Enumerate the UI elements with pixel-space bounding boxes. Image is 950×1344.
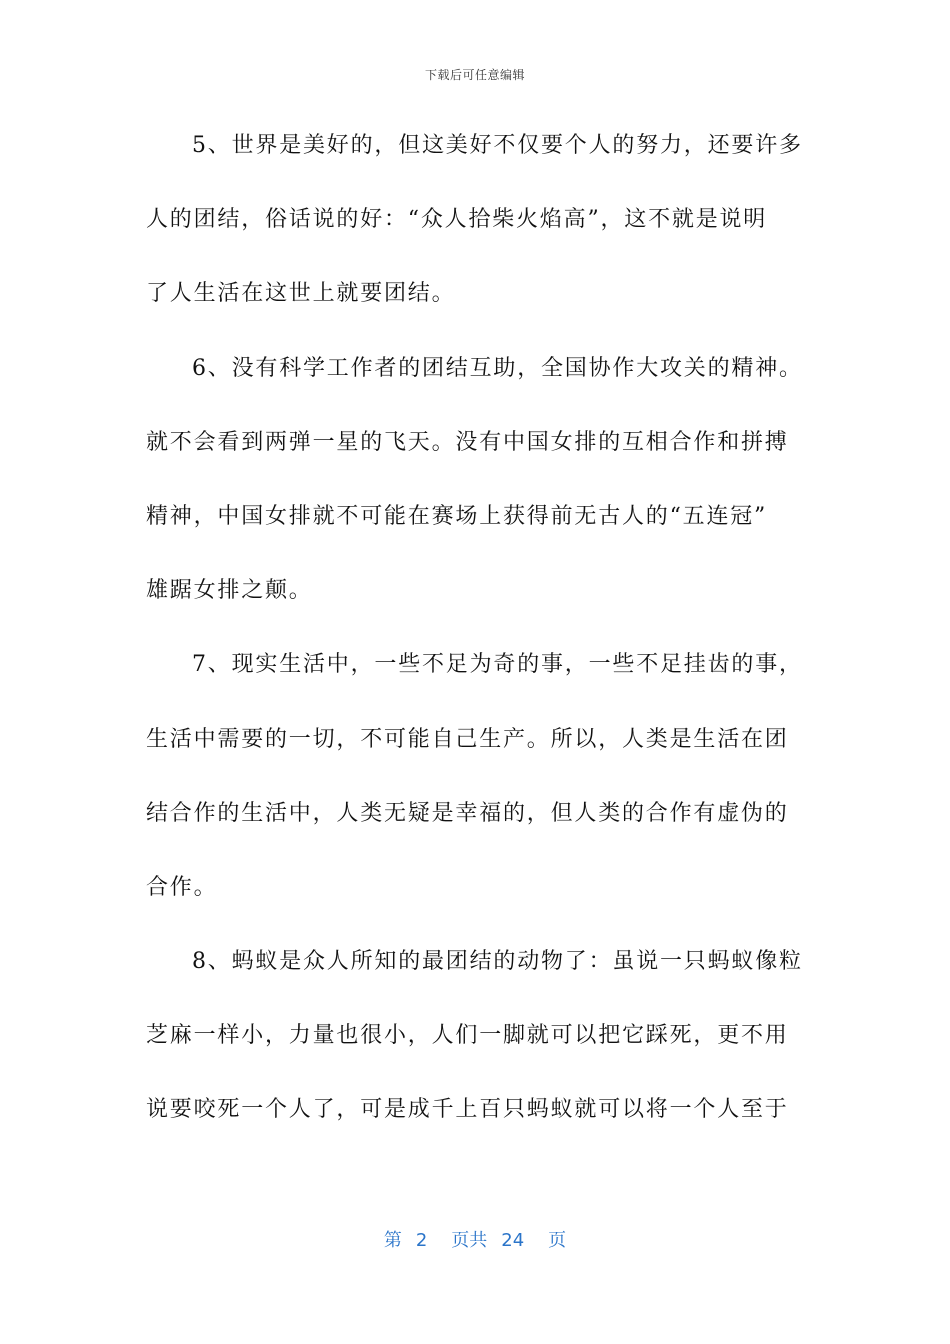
text-line: 5、世界是美好的，但这美好不仅要个人的努力，还要许多 (192, 133, 803, 158)
text-line: 说要咬死一个人了，可是成千上百只蚂蚁就可以将一个人至于 (146, 1097, 789, 1123)
text-line: 精神，中国女排就不可能在赛场上获得前无古人的“五连冠” (146, 503, 768, 529)
text-line: 芝麻一样小，力量也很小，人们一脚就可以把它踩死，更不用 (146, 1023, 789, 1049)
text-line: 6、没有科学工作者的团结互助，全国协作大攻关的精神。 (192, 355, 803, 381)
text-line: 8、蚂蚁是众人所知的最团结的动物了：虽说一只蚂蚁像粒 (192, 949, 803, 975)
text-line: 人的团结，俗话说的好：“众人拾柴火焰高”，这不就是说明 (146, 207, 768, 233)
text-line: 合作。 (146, 874, 218, 900)
footer-mid: 页共 (451, 1230, 488, 1251)
page-footer (0, 1226, 950, 1252)
text-line: 就不会看到两弹一星的飞天。没有中国女排的互相合作和拼搏 (146, 429, 789, 455)
text-line: 了人生活在这世上就要团结。 (146, 281, 456, 307)
footer-prefix: 第 (383, 1230, 402, 1251)
text-line: 生活中需要的一切，不可能自己生产。所以，人类是生活在团 (146, 726, 789, 752)
text-line: 雄踞女排之颠。 (146, 578, 313, 604)
footer-total-pages: 24 (501, 1230, 525, 1251)
text-line: 结合作的生活中，人类无疑是幸福的，但人类的合作有虚伪的 (146, 800, 789, 826)
footer-page-number: 2 (415, 1230, 428, 1251)
page-header: 下载后可任意编辑 (424, 68, 525, 82)
text-line: 7、现实生活中，一些不足为奇的事，一些不足挂齿的事， (192, 652, 803, 678)
footer-suffix: 页 (548, 1230, 567, 1251)
document-body (146, 124, 804, 1163)
